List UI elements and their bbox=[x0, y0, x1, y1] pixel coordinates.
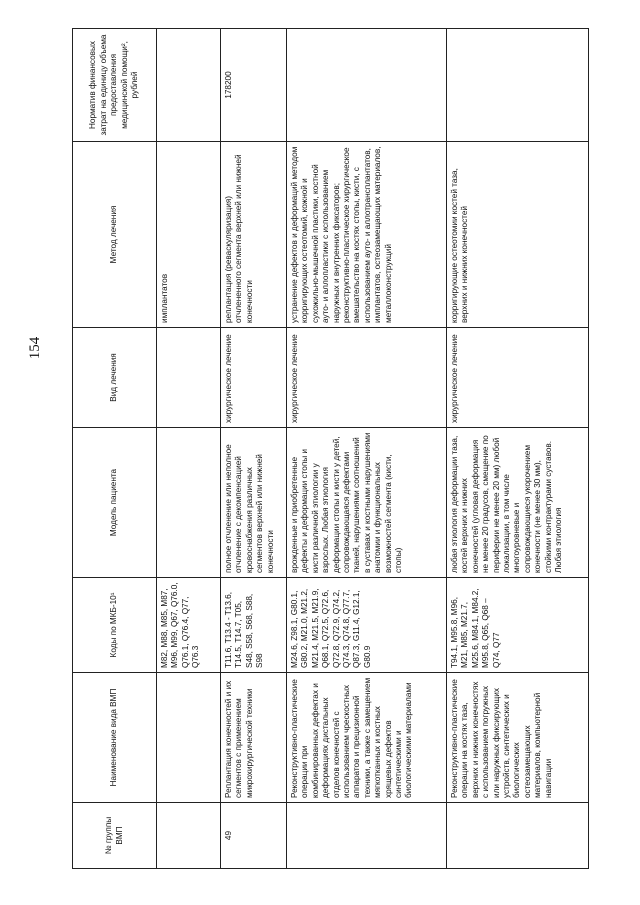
header-treatment-type: Вид лечения bbox=[73, 328, 157, 428]
cell-icd-codes: T11.6, T13.4 - T13.6, T14.5, T14.7, T05, S48, S58, S68, S88, S98 bbox=[221, 578, 287, 673]
cell-treatment-method: реплантация (реваскуляризация) отчлененного сегмента верхней или нижней конечности bbox=[221, 142, 287, 328]
cell-treatment-method: устранение дефектов и деформаций методом корригирующих остеотомий, кожной и сухожильно-мышечной пластики, костной ауто- и аллопластики с использованием наружных и внутренних фиксаторов; реконструктивно-пластическое хирургическое вмешательство на костях стопы, кисти, с использованием ауто- и аллотрансплантатов, имплантатов, остеозамещающих материалов, металлоконструкций bbox=[287, 142, 447, 328]
header-icd-codes: Коды по МКБ-10¹ bbox=[73, 578, 157, 673]
cell-patient-model: врожденные и приобретенные дефекты и деформации стопы и кисти различной этиологии у взрослых. Любая этиология деформации стопы и кисти у детей, сопровождающаяся дефектами тканей, нарушениями соотношений в суставах и костными нарушениями анатомии и функциональных возможностей сегмента (кисти, стопы) bbox=[287, 428, 447, 578]
cell-patient-model bbox=[157, 428, 221, 578]
cell-cost-norm bbox=[157, 29, 221, 142]
cell-vmp-name: Реконструктивно-пластические операции при комбинированных дефектах и деформациях дистальных отделов конечностей с использованием чрескостных аппаратов и прецизионной техники, а также с замещением мягкотканных и костных хрящевых дефектов синтетическими и биологическими материалами bbox=[287, 673, 447, 803]
header-cost-norm: Норматив финансовых затрат на единицу объема предоставления медицинской помощи², рублей bbox=[73, 29, 157, 142]
cell-treatment-type: хирургическое лечение bbox=[221, 328, 287, 428]
cell-treatment-method: имплантатов bbox=[157, 142, 221, 328]
table-row bbox=[221, 29, 287, 869]
header-patient-model: Модель пациента bbox=[73, 428, 157, 578]
cell-vmp-name: Реплантация конечностей и их сегментов с применением микрохирургической техники bbox=[221, 673, 287, 803]
table-row bbox=[157, 29, 221, 869]
table-header-row bbox=[73, 29, 157, 869]
rotated-table-container bbox=[72, 29, 588, 869]
table-row bbox=[287, 29, 447, 869]
cell-icd-codes: M24.6, Z98.1, G80.1, G80.2, M21.0, M21.2, M21.4, M21.5, M21.9, Q68.1, Q72.5, Q72.6, Q72.8, Q72.9, Q74.2, Q74.3, Q74.8, Q77.7, Q87.3, G11.4, G12.1, G80.9 bbox=[287, 578, 447, 673]
cell-vmp-name bbox=[157, 673, 221, 803]
cell-cost-norm bbox=[447, 29, 589, 142]
cell-vmp-name: Реконструктивно-пластические операции на костях таза, верхних и нижних конечностях с использованием погружных или наружных фиксирующих устройств, синтетических и биологических остеозамещающих материалов, компьютерной навигации bbox=[447, 673, 589, 803]
cell-group-number bbox=[287, 803, 447, 869]
cell-patient-model: полное отчленение или неполное отчленение с декомпенсацией кровоснабжения различных сегментов верхней или нижней конечности bbox=[221, 428, 287, 578]
cell-icd-codes: M82, M88, M85, M87, M96, M99, Q67, Q76.0, Q76.1, Q76.4, Q77, Q76.3 bbox=[157, 578, 221, 673]
cell-patient-model: любая этиология деформации таза, костей верхних и нижних конечностей (угловая деформация не менее 20 градусов, смещение по периферии не менее 20 мм) любой локализации, в том числе многоуровневые и сопровождающиеся укорочением конечности (не менее 30 мм), стойкими контрактурами суставов. Любая этиология bbox=[447, 428, 589, 578]
cell-treatment-type bbox=[157, 328, 221, 428]
cell-treatment-type: хирургическое лечение bbox=[287, 328, 447, 428]
cell-cost-norm bbox=[287, 29, 447, 142]
vmp-table bbox=[72, 28, 589, 869]
cell-group-number bbox=[157, 803, 221, 869]
page-number: 154 bbox=[27, 336, 43, 360]
cell-cost-norm: 178200 bbox=[221, 29, 287, 142]
cell-group-number: 49 bbox=[221, 803, 287, 869]
table-row bbox=[447, 29, 589, 869]
cell-treatment-type: хирургическое лечение bbox=[447, 328, 589, 428]
cell-icd-codes: T94.1, M95.8, M96, M21, M85, M21.7, M25.6, M84.1, M84.2, M95.8, Q65, Q68 – Q74, Q77 bbox=[447, 578, 589, 673]
header-group-number: № группы ВМП bbox=[73, 803, 157, 869]
header-treatment-method: Метод лечения bbox=[73, 142, 157, 328]
header-vmp-name: Наименование вида ВМП bbox=[73, 673, 157, 803]
cell-treatment-method: корригирующие остеотомии костей таза, верхних и нижних конечностей bbox=[447, 142, 589, 328]
cell-group-number bbox=[447, 803, 589, 869]
